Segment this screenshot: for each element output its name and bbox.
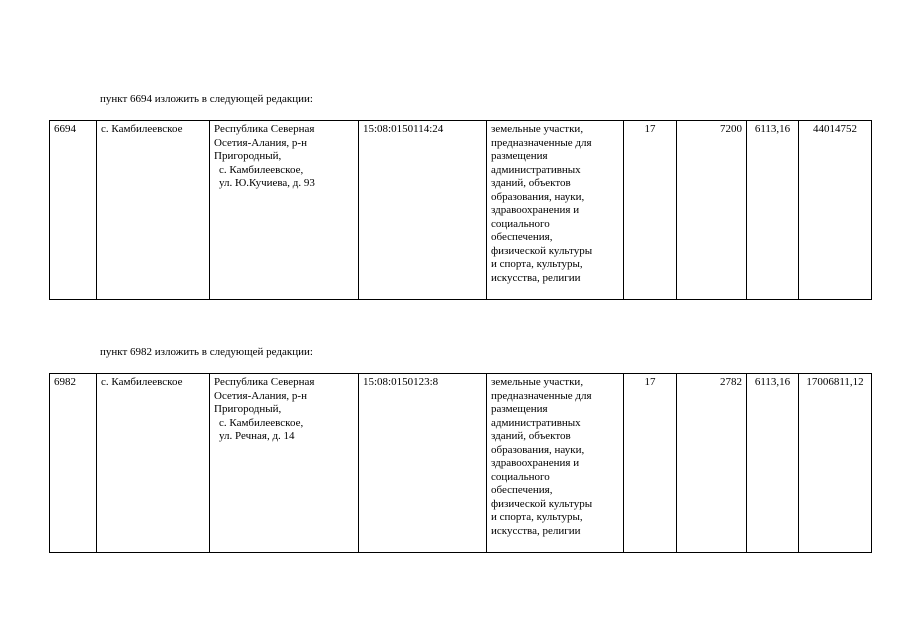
address-line: Республика Северная (214, 123, 315, 135)
item-number-cell: 6694 (50, 121, 97, 300)
land-use-line: предназначенные для (491, 389, 592, 402)
land-use-line: образования, науки, (491, 190, 585, 203)
address-line: Осетия-Алания, р-н (214, 136, 307, 149)
address-line: Республика Северная (214, 376, 315, 388)
address-line: ул. Речная, д. 14 (219, 430, 295, 442)
area-cell: 7200 (677, 121, 747, 300)
specific-value-cell: 6113,16 (747, 121, 799, 300)
land-use-line: зданий, объектов (491, 430, 571, 442)
locality-cell: с. Камбилеевское (97, 121, 210, 300)
area-cell: 2782 (677, 374, 747, 553)
table-row (50, 121, 872, 300)
address-line: Пригородный, (214, 403, 282, 415)
land-use-line: и спорта, культуры, (491, 258, 583, 270)
land-use-line: и спорта, культуры, (491, 511, 583, 523)
land-use-line: административных (491, 416, 581, 429)
land-use-line: образования, науки, (491, 443, 585, 456)
land-use-line: физической культуры (491, 244, 593, 257)
land-use-line: административных (491, 163, 581, 176)
record-table (49, 120, 872, 300)
cadastral-number-cell: 15:08:0150123:8 (359, 374, 487, 553)
group-cell: 17 (624, 374, 677, 553)
land-use-line: предназначенные для (491, 136, 592, 149)
group-cell: 17 (624, 121, 677, 300)
section-heading: пункт 6982 изложить в следующей редакции: (100, 346, 313, 358)
cadastral-number-cell: 15:08:0150114:24 (359, 121, 487, 300)
address-line: Осетия-Алания, р-н (214, 389, 307, 402)
address-cell (210, 374, 359, 553)
land-use-line: искусства, религии (491, 524, 581, 537)
land-use-line: размещения (491, 150, 548, 162)
land-use-line: обеспечения, (491, 484, 553, 496)
land-use-cell (487, 121, 624, 300)
land-use-line: искусства, религии (491, 271, 581, 284)
record-table (49, 373, 872, 553)
specific-value-cell: 6113,16 (747, 374, 799, 553)
section-heading: пункт 6694 изложить в следующей редакции: (100, 93, 313, 105)
land-use-line: размещения (491, 403, 548, 415)
land-use-line: земельные участки, (491, 123, 584, 135)
land-use-line: здравоохранения и (491, 457, 580, 469)
land-use-line: социального (491, 470, 550, 483)
land-use-line: зданий, объектов (491, 177, 571, 189)
cadastral-value-cell: 17006811,12 (799, 374, 872, 553)
land-use-line: физической культуры (491, 497, 593, 510)
land-use-line: социального (491, 217, 550, 230)
address-line: Пригородный, (214, 150, 282, 162)
table-row (50, 374, 872, 553)
address-line: с. Камбилеевское, (219, 416, 304, 429)
land-use-cell (487, 374, 624, 553)
locality-cell: с. Камбилеевское (97, 374, 210, 553)
land-use-line: обеспечения, (491, 231, 553, 243)
address-line: с. Камбилеевское, (219, 163, 304, 176)
land-use-line: земельные участки, (491, 376, 584, 388)
item-number-cell: 6982 (50, 374, 97, 553)
land-use-line: здравоохранения и (491, 204, 580, 216)
address-cell (210, 121, 359, 300)
cadastral-value-cell: 44014752 (799, 121, 872, 300)
address-line: ул. Ю.Кучиева, д. 93 (219, 177, 315, 189)
